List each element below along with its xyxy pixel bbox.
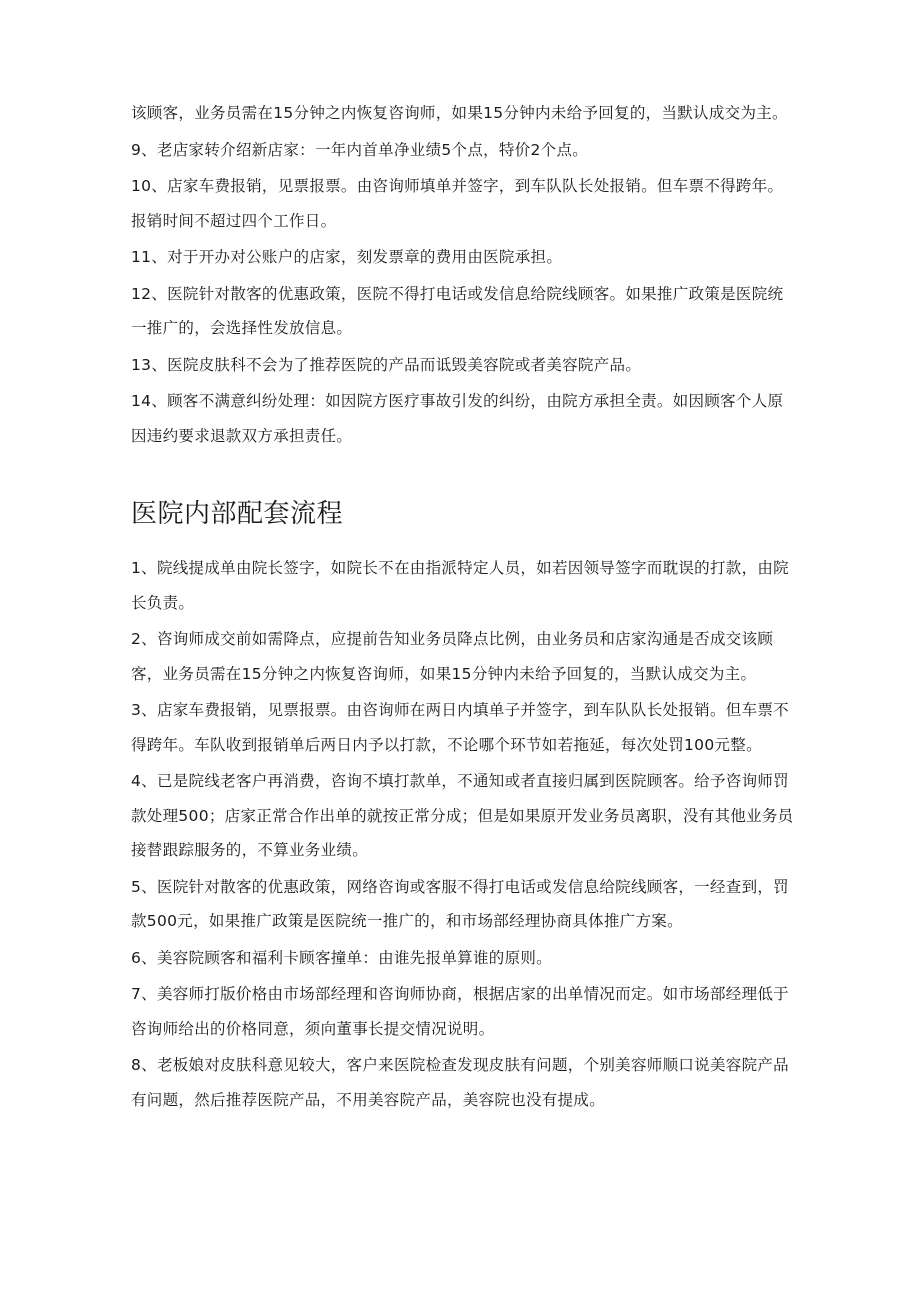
list-item: 2、咨询师成交前如需降点，应提前告知业务员降点比例，由业务员和店家沟通是否成交该顾客，业务员需在15分钟之内恢复咨询师，如果15分钟内未给予回复的，当默认成交为主。 [131, 630, 774, 683]
list-item: 7、美容师打版价格由市场部经理和咨询师协商，根据店家的出单情况而定。如市场部经理低于咨询师给出的价格同意，须向董事长提交情况说明。 [131, 985, 789, 1038]
list-item: 10、店家车费报销，见票报票。由咨询师填单并签字，到车队队长处报销。但车票不得跨年。报销时间不超过四个工作日。 [131, 177, 784, 230]
list-item: 9、老店家转介绍新店家：一年内首单净业绩5个点，特价2个点。 [131, 140, 589, 159]
list-item: 12、医院针对散客的优惠政策，医院不得打电话或发信息给院线顾客。如果推广政策是医院统一推广的，会选择性发放信息。 [131, 284, 784, 337]
list-item: 4、已是院线老客户再消费，咨询不填打款单，不通知或者直接归属到医院顾客。给予咨询师罚款处理500；店家正常合作出单的就按正常分成；但是如果原开发业务员离职，没有其他业务员接替跟踪服务的，不算业务业绩。 [131, 772, 794, 859]
list-item: 13、医院皮肤科不会为了推荐医院的产品而诋毁美容院或者美容院产品。 [131, 355, 642, 374]
list-item: 该顾客，业务员需在15分钟之内恢复咨询师，如果15分钟内未给予回复的，当默认成交为主。 [131, 104, 788, 122]
list-item: 14、顾客不满意纠纷处理：如因院方医疗事故引发的纠纷，由院方承担全责。如因顾客个人原因违约要求退款双方承担责任。 [131, 392, 784, 445]
list-item: 1、院线提成单由院长签字，如院长不在由指派特定人员，如若因领导签字而耽误的打款，由院长负责。 [131, 559, 789, 612]
list-item: 6、美容院顾客和福利卡顾客撞单：由谁先报单算谁的原则。 [131, 948, 552, 967]
list-item: 11、对于开办对公账户的店家，刻发票章的费用由医院承担。 [131, 248, 563, 266]
section-title: 医院内部配套流程 [131, 499, 344, 529]
document-body [131, 96, 799, 1117]
list-item: 5、医院针对散客的优惠政策，网络咨询或客服不得打电话或发信息给院线顾客，一经查到，罚款500元，如果推广政策是医院统一推广的，和市场部经理协商具体推广方案。 [131, 877, 789, 930]
list-item: 8、老板娘对皮肤科意见较大，客户来医院检查发现皮肤有问题，个别美容师顺口说美容院产品有问题，然后推荐医院产品，不用美容院产品，美容院也没有提成。 [131, 1056, 789, 1109]
list-item: 3、店家车费报销，见票报票。由咨询师在两日内填单子并签字，到车队队长处报销。但车票不得跨年。车队收到报销单后两日内予以打款，不论哪个环节如若拖延，每次处罚100元整。 [131, 701, 789, 754]
